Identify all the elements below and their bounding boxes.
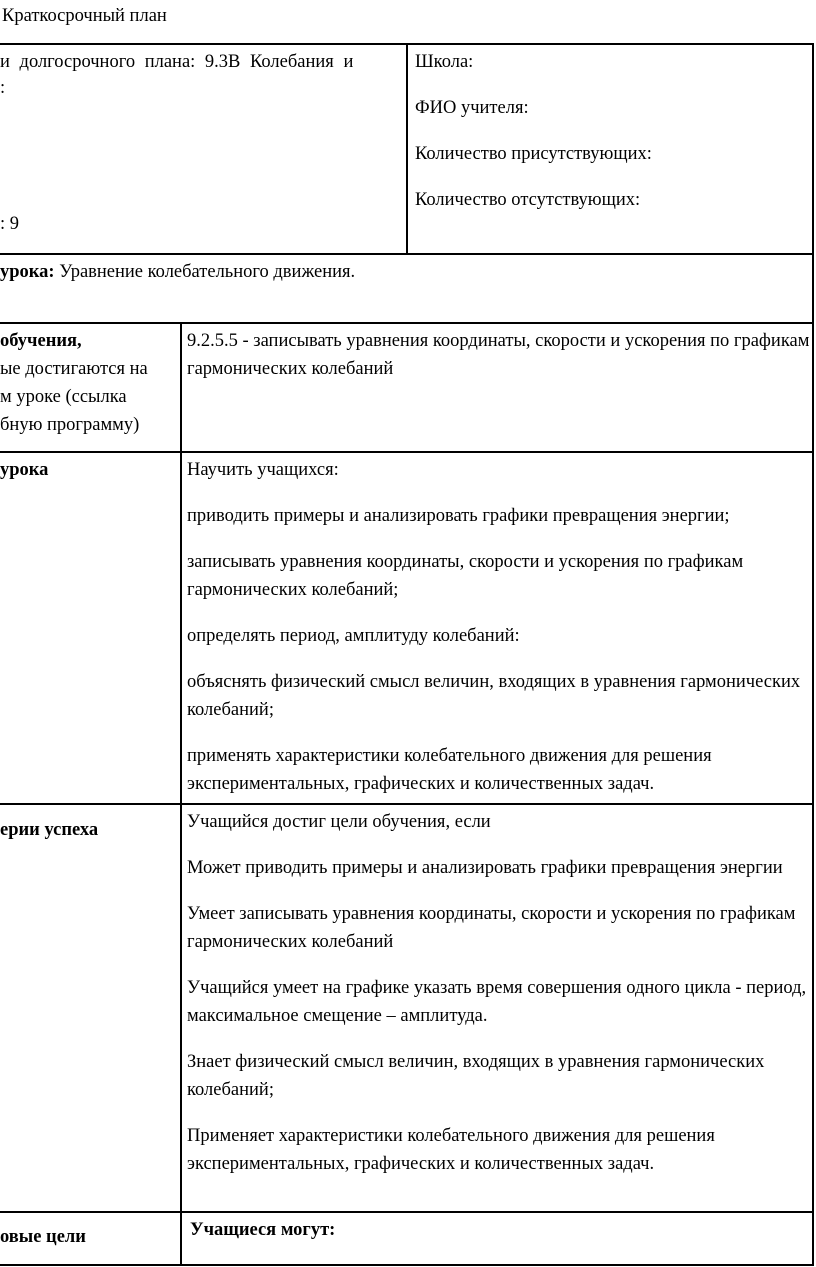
learning-goals-label-line: бную программу) [0,415,140,435]
learning-goals-text: 9.2.5.5 - записывать уравнения координаты, скорости и ускорения по графикам гармонических колебаний [187,331,810,379]
lesson-goal-item: определять период, амплитуду колебаний: [187,626,520,646]
present-count-field: Количество присутствующих: [415,144,652,164]
teacher-name-field: ФИО учителя: [415,98,529,118]
lesson-topic-row [0,258,355,286]
success-criteria-content [187,808,812,1196]
language-goals-label: овые цели [0,1227,86,1247]
success-criterion-item: Применяет характеристики колебательного движения для решения экспериментальных, графических и количественных задач. [187,1126,715,1174]
lesson-goal-item: применять характеристики колебательного движения для решения экспериментальных, графических и количественных задач. [187,746,712,794]
success-criterion-item: Может приводить примеры и анализировать графики превращения энергии [187,858,783,878]
lesson-goals-content [187,456,812,816]
lesson-goal-item: приводить примеры и анализировать графики превращения энергии; [187,506,730,526]
page-title: Краткосрочный план [2,6,167,26]
learning-goals-label-line: м уроке (ссылка [0,387,127,407]
lesson-goal-item: записывать уравнения координаты, скорости и ускорения по графикам гармонических колебаний; [187,552,744,600]
success-criteria-label: ерии успеха [0,820,99,840]
school-field: Школа: [415,52,474,72]
absent-count-field: Количество отсутствующих: [415,190,641,210]
learning-goals-label-line: ые достигаются на [0,359,148,379]
long-term-plan-continued: : [0,78,6,98]
lesson-goals-label: урока [0,460,49,480]
lesson-goal-item: Научить учащихся: [187,460,339,480]
long-term-plan-section: и долгосрочного плана: 9.3В Колебания и [0,52,354,72]
lesson-topic-label: урока: [0,262,55,282]
lesson-topic-value: Уравнение колебательного движения. [59,262,356,282]
learning-goals-label-line: обучения, [0,331,82,351]
learning-goals-content [187,327,812,401]
language-goals-content: Учащиеся могут: [190,1220,336,1240]
success-criterion-item: Знает физический смысл величин, входящих в уравнения гармонических колебаний; [187,1052,765,1100]
success-criterion-item: Умеет записывать уравнения координаты, скорости и ускорения по графикам гармонических колебаний [187,904,796,952]
success-criterion-item: Учащийся умеет на графике указать время совершения одного цикла - период, максимальное смещение – амплитуда. [187,978,807,1026]
success-criterion-item: Учащийся достиг цели обучения, если [187,812,491,832]
grade-label: : 9 [0,214,20,234]
lesson-goal-item: объяснять физический смысл величин, входящих в уравнения гармонических колебаний; [187,672,801,720]
